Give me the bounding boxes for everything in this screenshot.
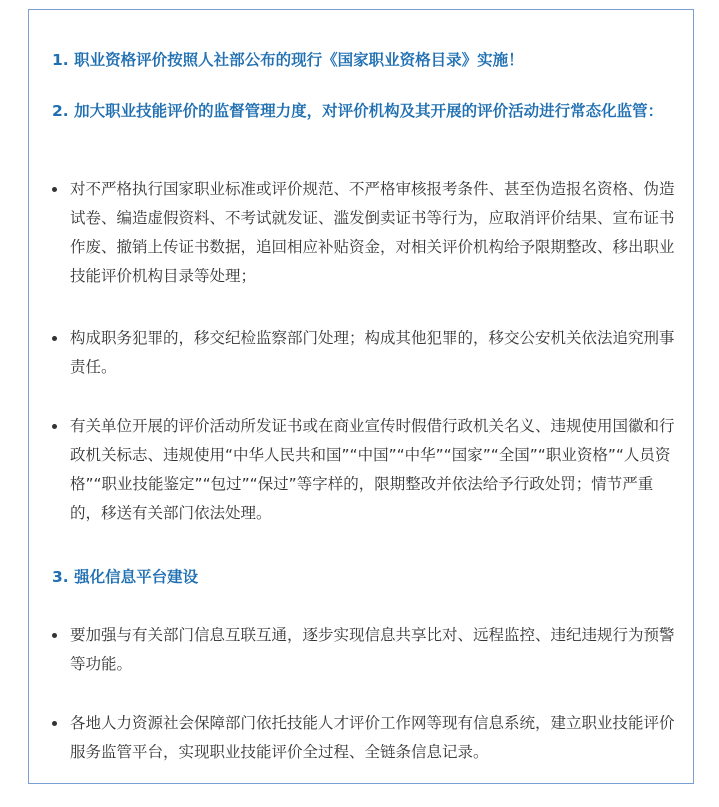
list-item-text: 各地人力资源社会保障部门依托技能人才评价工作网等现有信息系统，建立职业技能评价服务监管平台，实现职业技能评价全过程、全链条信息记录。 (70, 714, 675, 761)
bullet-dot-icon (52, 336, 57, 341)
list-item (52, 621, 680, 679)
heading-section-1: 1. 职业资格评价按照人社部公布的现行《国家职业资格目录》实施！ (52, 51, 524, 69)
heading-section-3: 3. 强化信息平台建设 (52, 568, 199, 586)
bullet-dot-icon (52, 187, 57, 192)
list-item (52, 412, 680, 528)
list-item (52, 175, 680, 291)
list-item-text: 有关单位开展的评价活动所发证书或在商业宣传时假借行政机关名义、违规使用国徽和行政机关标志、违规使用“中华人民共和国”“中国”“中华”“国家”“全国”“职业资格”“人员资格”“职业技能鉴定”“包过”“保过”等字样的，限期整改并依法给予行政处罚；情节严重的，移送有关部门依法处理。 (70, 417, 675, 522)
bullet-dot-icon (52, 424, 57, 429)
list-item-text: 要加强与有关部门信息互联互通，逐步实现信息共享比对、远程监控、违纪违规行为预警等功能。 (70, 626, 675, 673)
bullet-dot-icon (52, 721, 57, 726)
list-item-text: 对不严格执行国家职业标准或评价规范、不严格审核报考条件、甚至伪造报名资格、伪造试卷、编造虚假资料、不考试就发证、滥发倒卖证书等行为，应取消评价结果、宣布证书作废、撤销上传证书数据，追回相应补贴资金，对相关评价机构给予限期整改、移出职业技能评价机构目录等处理； (70, 180, 675, 285)
list-item (52, 709, 680, 767)
bullet-dot-icon (52, 633, 57, 638)
list-item (52, 324, 680, 382)
heading-section-2: 2. 加大职业技能评价的监督管理力度，对评价机构及其开展的评价活动进行常态化监管： (52, 102, 664, 120)
list-item-text: 构成职务犯罪的，移交纪检监察部门处理；构成其他犯罪的，移交公安机关依法追究刑事责任。 (70, 329, 675, 376)
